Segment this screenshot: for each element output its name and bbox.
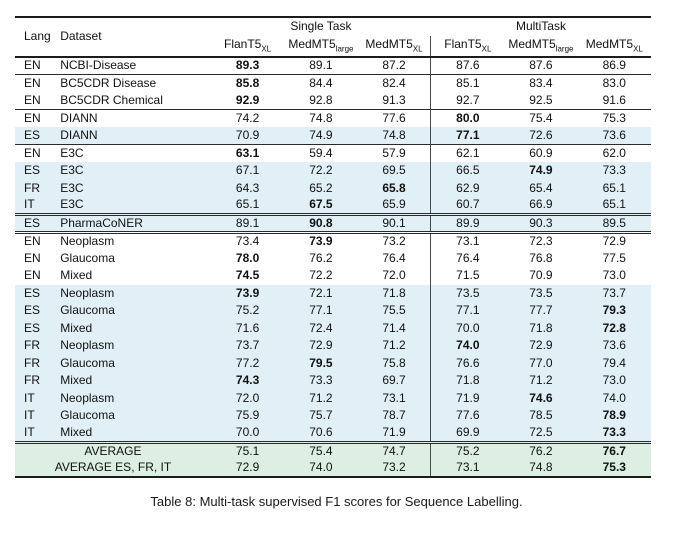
score-cell: 75.3 bbox=[602, 110, 626, 125]
score-cell: 78.0 bbox=[235, 250, 260, 265]
group-header-row bbox=[15, 17, 651, 36]
lang-cell: FR bbox=[24, 338, 40, 353]
lang-cell: IT bbox=[24, 197, 35, 212]
score-cell: 66.9 bbox=[529, 197, 553, 212]
score-cell: 60.9 bbox=[529, 145, 553, 160]
lang-cell: EN bbox=[24, 58, 41, 73]
score-cell: 77.5 bbox=[602, 250, 626, 265]
dataset-cell: Neoplasm bbox=[60, 233, 115, 248]
score-cell: 60.7 bbox=[431, 197, 504, 215]
score-cell: 72.9 bbox=[602, 233, 626, 248]
score-cell: 85.8 bbox=[235, 75, 260, 90]
score-cell: 73.6 bbox=[602, 338, 626, 353]
dataset-cell: Glaucoma bbox=[60, 355, 115, 370]
table-row bbox=[15, 180, 651, 198]
dataset-cell: Mixed bbox=[60, 424, 93, 439]
score-cell: 72.9 bbox=[235, 460, 260, 475]
lang-cell: FR bbox=[24, 373, 40, 388]
score-cell: 76.8 bbox=[529, 250, 553, 265]
model-header-multi-medmt5-large: $MedMT5_{large}$ bbox=[508, 36, 574, 54]
score-cell: 89.3 bbox=[235, 58, 260, 73]
dataset-cell: Mixed bbox=[60, 373, 93, 388]
score-cell: 73.9 bbox=[309, 233, 333, 248]
table-section bbox=[15, 57, 651, 75]
table-row bbox=[15, 57, 651, 75]
score-cell: 84.4 bbox=[309, 75, 333, 90]
score-cell: 62.1 bbox=[431, 145, 504, 163]
lang-cell: IT bbox=[24, 408, 35, 423]
score-cell: 77.6 bbox=[382, 110, 406, 125]
model-header-single-flant5-xl: $FlanT5_{XL}$ bbox=[223, 36, 272, 54]
score-cell: 77.1 bbox=[309, 303, 333, 318]
lang-cell: EN bbox=[24, 250, 41, 265]
score-cell: 72.5 bbox=[529, 424, 553, 439]
score-cell: 73.1 bbox=[431, 232, 504, 250]
lang-cell: EN bbox=[24, 145, 41, 160]
score-cell: 74.0 bbox=[431, 337, 504, 355]
score-cell: 62.0 bbox=[602, 145, 626, 160]
score-cell: 92.8 bbox=[309, 92, 333, 107]
lang-cell: ES bbox=[24, 320, 41, 335]
score-cell: 75.2 bbox=[431, 442, 504, 460]
score-cell: 67.1 bbox=[235, 163, 260, 178]
score-cell: 92.9 bbox=[235, 92, 260, 107]
table-row bbox=[15, 197, 651, 215]
dataset-cell: E3C bbox=[60, 180, 84, 195]
dataset-cell: DIANN bbox=[60, 127, 98, 142]
score-cell: 65.9 bbox=[382, 197, 406, 212]
table-row bbox=[15, 442, 651, 460]
score-cell: 71.2 bbox=[529, 373, 553, 388]
table-row bbox=[15, 425, 651, 443]
score-cell: 74.8 bbox=[309, 110, 333, 125]
dataset-cell: NCBI-Disease bbox=[60, 58, 137, 73]
table-row bbox=[15, 75, 651, 93]
table-row bbox=[15, 250, 651, 268]
score-cell: 72.4 bbox=[309, 320, 333, 335]
score-cell: 73.7 bbox=[602, 285, 626, 300]
score-cell: 75.7 bbox=[309, 408, 333, 423]
dataset-cell: E3C bbox=[60, 163, 84, 178]
table-row bbox=[15, 232, 651, 250]
score-cell: 73.7 bbox=[235, 338, 260, 353]
score-cell: 74.8 bbox=[529, 460, 553, 475]
score-cell: 73.5 bbox=[529, 285, 553, 300]
score-cell: 70.0 bbox=[235, 424, 260, 439]
score-cell: 89.5 bbox=[602, 215, 626, 230]
score-cell: 59.4 bbox=[309, 145, 333, 160]
lang-cell: ES bbox=[24, 163, 41, 178]
table-section bbox=[15, 215, 651, 233]
table-row bbox=[15, 337, 651, 355]
score-cell: 79.5 bbox=[309, 355, 333, 370]
score-cell: 69.7 bbox=[382, 373, 406, 388]
table-row bbox=[15, 407, 651, 425]
table-section bbox=[15, 75, 651, 110]
table-section bbox=[15, 442, 651, 477]
score-cell: 71.4 bbox=[382, 320, 406, 335]
score-cell: 76.4 bbox=[382, 250, 406, 265]
table-row bbox=[15, 302, 651, 320]
score-cell: 63.1 bbox=[235, 145, 260, 160]
table-row bbox=[15, 372, 651, 390]
dataset-cell: DIANN bbox=[60, 110, 98, 125]
table-row bbox=[15, 285, 651, 303]
score-cell: 76.7 bbox=[602, 443, 626, 458]
score-cell: 77.6 bbox=[431, 407, 504, 425]
score-cell: 71.5 bbox=[431, 267, 504, 285]
average-label: AVERAGE ES, FR, IT bbox=[54, 460, 172, 475]
score-cell: 73.9 bbox=[235, 285, 260, 300]
score-cell: 73.4 bbox=[235, 233, 260, 248]
dataset-cell: BC5CDR Chemical bbox=[60, 92, 163, 107]
dataset-cell: Neoplasm bbox=[60, 338, 115, 353]
score-cell: 90.8 bbox=[309, 215, 333, 230]
lang-cell: IT bbox=[24, 424, 35, 439]
score-cell: 66.5 bbox=[431, 162, 504, 180]
score-cell: 77.2 bbox=[235, 355, 260, 370]
score-cell: 73.1 bbox=[431, 460, 504, 478]
dataset-cell: E3C bbox=[60, 145, 84, 160]
score-cell: 79.4 bbox=[602, 355, 626, 370]
score-cell: 72.9 bbox=[309, 338, 333, 353]
score-cell: 75.3 bbox=[602, 460, 626, 475]
score-cell: 71.6 bbox=[235, 320, 260, 335]
results-table bbox=[15, 16, 651, 478]
average-label: AVERAGE bbox=[84, 443, 142, 458]
dataset-cell: Glaucoma bbox=[60, 250, 115, 265]
dataset-cell: E3C bbox=[60, 197, 84, 212]
score-cell: 62.9 bbox=[431, 180, 504, 198]
score-cell: 75.9 bbox=[235, 408, 260, 423]
score-cell: 90.3 bbox=[529, 215, 553, 230]
score-cell: 73.3 bbox=[602, 424, 626, 439]
score-cell: 71.8 bbox=[382, 285, 406, 300]
table-row bbox=[15, 390, 651, 408]
score-cell: 71.9 bbox=[431, 390, 504, 408]
score-cell: 85.1 bbox=[431, 75, 504, 93]
table-row bbox=[15, 320, 651, 338]
score-cell: 72.0 bbox=[382, 268, 406, 283]
table-section bbox=[15, 232, 651, 442]
score-cell: 82.4 bbox=[382, 75, 406, 90]
lang-cell: EN bbox=[24, 75, 41, 90]
score-cell: 73.3 bbox=[602, 163, 626, 178]
score-cell: 64.3 bbox=[235, 180, 260, 195]
score-cell: 86.9 bbox=[602, 58, 626, 73]
score-cell: 74.9 bbox=[309, 127, 333, 142]
score-cell: 73.5 bbox=[431, 285, 504, 303]
score-cell: 71.8 bbox=[431, 372, 504, 390]
table-section bbox=[15, 145, 651, 215]
score-cell: 65.4 bbox=[529, 180, 553, 195]
lang-cell: ES bbox=[24, 285, 41, 300]
lang-cell: EN bbox=[24, 233, 41, 248]
score-cell: 72.0 bbox=[235, 390, 260, 405]
score-cell: 83.0 bbox=[602, 75, 626, 90]
score-cell: 91.3 bbox=[382, 92, 406, 107]
score-cell: 74.8 bbox=[382, 127, 406, 142]
model-header-single-medmt5-large: $MedMT5_{large}$ bbox=[288, 36, 354, 54]
dataset-cell: Mixed bbox=[60, 268, 93, 283]
score-cell: 91.6 bbox=[602, 92, 626, 107]
group-header-single-task: Single Task bbox=[290, 19, 352, 34]
score-cell: 65.8 bbox=[382, 180, 406, 195]
score-cell: 80.0 bbox=[431, 110, 504, 128]
score-cell: 74.0 bbox=[602, 390, 626, 405]
score-cell: 74.2 bbox=[235, 110, 260, 125]
col-header-lang: Lang bbox=[24, 29, 51, 44]
score-cell: 72.6 bbox=[529, 127, 553, 142]
score-cell: 78.9 bbox=[602, 408, 626, 423]
score-cell: 77.1 bbox=[431, 302, 504, 320]
table-row bbox=[15, 127, 651, 145]
score-cell: 70.6 bbox=[309, 424, 333, 439]
score-cell: 77.0 bbox=[529, 355, 553, 370]
table-row bbox=[15, 162, 651, 180]
score-cell: 70.9 bbox=[235, 127, 260, 142]
score-cell: 92.7 bbox=[431, 92, 504, 110]
score-cell: 65.2 bbox=[309, 180, 333, 195]
dataset-cell: Mixed bbox=[60, 320, 93, 335]
lang-cell: FR bbox=[24, 180, 40, 195]
score-cell: 74.5 bbox=[235, 268, 260, 283]
score-cell: 72.3 bbox=[529, 233, 553, 248]
lang-cell: EN bbox=[24, 110, 41, 125]
score-cell: 79.3 bbox=[602, 303, 626, 318]
lang-cell: FR bbox=[24, 355, 40, 370]
table-row bbox=[15, 267, 651, 285]
score-cell: 92.5 bbox=[529, 92, 553, 107]
model-header-multi-medmt5-xl: $MedMT5_{XL}$ bbox=[585, 36, 643, 54]
score-cell: 72.2 bbox=[309, 163, 333, 178]
score-cell: 65.1 bbox=[602, 197, 626, 212]
score-cell: 72.2 bbox=[309, 268, 333, 283]
score-cell: 71.2 bbox=[309, 390, 333, 405]
score-cell: 67.5 bbox=[309, 197, 333, 212]
score-cell: 69.5 bbox=[382, 163, 406, 178]
model-header-single-medmt5-xl: $MedMT5_{XL}$ bbox=[365, 36, 423, 54]
score-cell: 71.2 bbox=[382, 338, 406, 353]
table-row bbox=[15, 110, 651, 128]
score-cell: 74.6 bbox=[529, 390, 553, 405]
model-header-multi-flant5-xl: $FlanT5_{XL}$ bbox=[431, 36, 504, 57]
table-header bbox=[15, 17, 651, 57]
score-cell: 72.8 bbox=[602, 320, 626, 335]
score-cell: 74.3 bbox=[235, 373, 260, 388]
dataset-cell: PharmaCoNER bbox=[60, 215, 143, 230]
score-cell: 78.5 bbox=[529, 408, 553, 423]
lang-cell: EN bbox=[24, 92, 41, 107]
score-cell: 75.1 bbox=[235, 443, 260, 458]
score-cell: 90.1 bbox=[382, 215, 406, 230]
score-cell: 75.4 bbox=[309, 443, 333, 458]
dataset-cell: Glaucoma bbox=[60, 408, 115, 423]
score-cell: 74.9 bbox=[529, 163, 553, 178]
lang-cell: IT bbox=[24, 390, 35, 405]
score-cell: 73.0 bbox=[602, 268, 626, 283]
score-cell: 73.1 bbox=[382, 390, 406, 405]
score-cell: 87.6 bbox=[529, 58, 553, 73]
score-cell: 70.0 bbox=[431, 320, 504, 338]
score-cell: 65.1 bbox=[235, 197, 260, 212]
score-cell: 77.7 bbox=[529, 303, 553, 318]
score-cell: 76.2 bbox=[529, 443, 553, 458]
score-cell: 73.2 bbox=[382, 460, 406, 475]
score-cell: 73.2 bbox=[382, 233, 406, 248]
score-cell: 87.6 bbox=[431, 57, 504, 75]
dataset-cell: Neoplasm bbox=[60, 285, 115, 300]
score-cell: 71.9 bbox=[382, 424, 406, 439]
table-row bbox=[15, 92, 651, 110]
score-cell: 89.1 bbox=[309, 58, 333, 73]
table-row bbox=[15, 460, 651, 478]
table-row bbox=[15, 355, 651, 373]
dataset-cell: Glaucoma bbox=[60, 303, 115, 318]
lang-cell: ES bbox=[24, 303, 41, 318]
score-cell: 69.9 bbox=[431, 425, 504, 443]
group-header-multitask: MultiTask bbox=[515, 19, 566, 34]
score-cell: 75.8 bbox=[382, 355, 406, 370]
col-header-dataset: Dataset bbox=[60, 29, 102, 44]
table-section bbox=[15, 110, 651, 145]
score-cell: 73.6 bbox=[602, 127, 626, 142]
table-row bbox=[15, 215, 651, 233]
score-cell: 72.9 bbox=[529, 338, 553, 353]
score-cell: 75.2 bbox=[235, 303, 260, 318]
score-cell: 87.2 bbox=[382, 58, 406, 73]
score-cell: 83.4 bbox=[529, 75, 553, 90]
score-cell: 75.4 bbox=[529, 110, 553, 125]
score-cell: 76.6 bbox=[431, 355, 504, 373]
score-cell: 73.0 bbox=[602, 373, 626, 388]
table-caption: Table 8: Multi-task supervised F1 scores for Sequence Labelling. bbox=[150, 494, 523, 509]
lang-cell: ES bbox=[24, 127, 41, 142]
score-cell: 74.0 bbox=[309, 460, 333, 475]
score-cell: 78.7 bbox=[382, 408, 406, 423]
table-row bbox=[15, 145, 651, 163]
lang-cell: EN bbox=[24, 268, 41, 283]
score-cell: 76.2 bbox=[309, 250, 333, 265]
lang-cell: ES bbox=[24, 215, 41, 230]
score-cell: 70.9 bbox=[529, 268, 553, 283]
score-cell: 74.7 bbox=[382, 443, 406, 458]
score-cell: 57.9 bbox=[382, 145, 406, 160]
score-cell: 89.1 bbox=[235, 215, 260, 230]
score-cell: 75.5 bbox=[382, 303, 406, 318]
score-cell: 76.4 bbox=[431, 250, 504, 268]
dataset-cell: BC5CDR Disease bbox=[60, 75, 157, 90]
score-cell: 65.1 bbox=[602, 180, 626, 195]
dataset-cell: Neoplasm bbox=[60, 390, 115, 405]
score-cell: 71.8 bbox=[529, 320, 553, 335]
score-cell: 89.9 bbox=[431, 215, 504, 233]
score-cell: 73.3 bbox=[309, 373, 333, 388]
score-cell: 72.1 bbox=[309, 285, 333, 300]
score-cell: 77.1 bbox=[431, 127, 504, 145]
